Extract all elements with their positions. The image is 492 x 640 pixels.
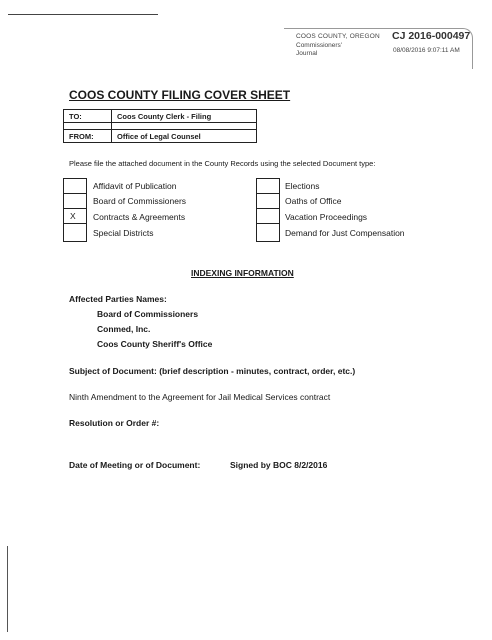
resolution-label: Resolution or Order #: xyxy=(69,418,160,428)
indexing-heading: INDEXING INFORMATION xyxy=(191,268,294,278)
table-row xyxy=(64,130,257,143)
checkbox-demand-just-compensation[interactable] xyxy=(257,225,279,240)
doc-type-checkbox-column-left xyxy=(63,178,87,242)
stamp-document-number: CJ 2016-000497 xyxy=(392,30,471,42)
checkbox-oaths-of-office[interactable] xyxy=(257,194,279,209)
routing-from-value: Office of Legal Counsel xyxy=(112,130,257,143)
affected-party: Coos County Sheriff's Office xyxy=(97,339,213,349)
checkbox-board-of-commissioners[interactable] xyxy=(64,194,86,209)
stamp-department: Commissioners' Journal xyxy=(296,42,343,57)
doc-type-label: Contracts & Agreements xyxy=(93,212,186,222)
doc-type-label: Board of Commissioners xyxy=(93,196,187,206)
checkbox-vacation-proceedings[interactable] xyxy=(257,209,279,224)
doc-type-label: Demand for Just Compensation xyxy=(285,228,405,238)
affected-party: Conmed, Inc. xyxy=(97,324,151,334)
page-title: COOS COUNTY FILING COVER SHEET xyxy=(69,88,291,102)
routing-to-value: Coos County Clerk - Filing xyxy=(112,110,257,123)
scan-artifact-edge xyxy=(7,546,8,632)
affected-parties-label: Affected Parties Names: xyxy=(69,294,167,304)
stamp-county: COOS COUNTY, OREGON xyxy=(296,33,380,40)
recording-stamp xyxy=(284,28,473,69)
subject-label: Subject of Document: (brief description - minutes, contract, order, etc.) xyxy=(69,366,356,376)
meeting-date-label: Date of Meeting or of Document: xyxy=(69,460,201,470)
doc-type-label: Special Districts xyxy=(93,228,154,238)
routing-from-label: FROM: xyxy=(64,130,112,143)
table-row-spacer xyxy=(64,123,257,130)
routing-to-label: TO: xyxy=(64,110,112,123)
routing-table xyxy=(63,109,257,143)
stamp-timestamp: 08/08/2016 9:07:11 AM xyxy=(393,47,460,54)
meeting-date-value: Signed by BOC 8/2/2016 xyxy=(230,460,328,470)
doc-type-label: Oaths of Office xyxy=(285,196,342,206)
doc-type-label: Elections xyxy=(285,181,320,191)
filing-instruction: Please file the attached document in the County Records using the selected Document type: xyxy=(69,159,376,168)
checkbox-affidavit[interactable] xyxy=(64,179,86,194)
table-row xyxy=(64,110,257,123)
scan-artifact-line xyxy=(8,14,158,15)
checkbox-contracts-agreements[interactable]: X xyxy=(64,209,86,224)
subject-value: Ninth Amendment to the Agreement for Jail Medical Services contract xyxy=(69,392,331,402)
checkbox-special-districts[interactable] xyxy=(64,225,86,240)
doc-type-label: Vacation Proceedings xyxy=(285,212,368,222)
doc-type-checkbox-column-right xyxy=(256,178,280,242)
affected-party: Board of Commissioners xyxy=(97,309,199,319)
doc-type-label: Affidavit of Publication xyxy=(93,181,177,191)
checkbox-elections[interactable] xyxy=(257,179,279,194)
